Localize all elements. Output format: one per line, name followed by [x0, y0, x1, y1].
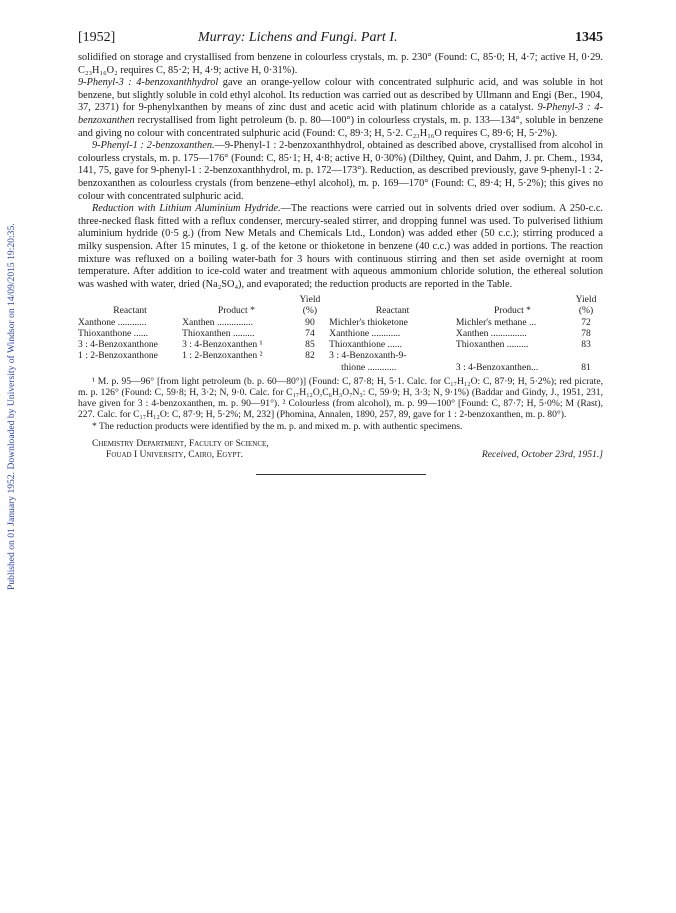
article-page	[78, 30, 603, 475]
table-header-row	[78, 294, 603, 305]
affiliation-line-2: Fouad I University, Cairo, Egypt.	[106, 448, 244, 460]
cell-reactant: Thioxanthione ......	[329, 339, 402, 351]
col-product: Product *	[493, 305, 531, 317]
col-yield-unit: (%)	[302, 305, 318, 317]
cell-yield: 78	[581, 327, 591, 339]
cell-yield: 72	[581, 316, 591, 328]
received-date: Received, October 23rd, 1951.]	[481, 448, 603, 460]
col-yield: Yield	[575, 294, 597, 306]
cell-yield	[291, 362, 329, 373]
table-row	[78, 317, 603, 328]
table-footnotes	[78, 376, 603, 432]
col-reactant: Reactant	[113, 305, 147, 317]
table-row	[78, 339, 603, 350]
col-yield-unit: (%)	[578, 305, 594, 317]
col-reactant: Reactant	[375, 305, 410, 317]
page-header	[78, 30, 603, 52]
cell-reactant: 3 : 4-Benzoxanthone	[78, 339, 158, 351]
page-number: 1345	[575, 30, 603, 45]
footnote-1: ¹ M. p. 95—96° [from light petroleum (b. p. 60—80°)] (Found: C, 87·8; H, 5·1. Calc. for C₁₇H₁₂O: C, 87·9; H, 5·2%); red picrate, m. p. 126° (Found: C, 59·8; H, 3·2; N, 9·0. Calc. for C₁₇H₁₂O,C₆H₃O₇N₃: C, 59·9; H, 3·3; N, 9·1%) (Baddar and Gindy, J., 1951, 231, have given for 3 : 4-benzoxanthen, m. p. 90—91°). ² Colourless (from alcohol), m. p. 99—100° [Found: C, 87·7; H, 5·0%; M (Rast), 227. Calc. for C₁₇H₁₂O: C, 87·9; H, 5·2%; M, 232] (Phomina, Annalen, 1890, 257, 89, gave for 1 : 2-benzoxanthen, m. p. 80°).	[78, 375, 603, 421]
cell-product: 1 : 2-Benzoxanthen ²	[182, 350, 263, 362]
results-table	[78, 294, 603, 372]
section-label: Reduction with Lithium Aluminium Hydride.	[92, 203, 281, 215]
publication-note: Published on 01 January 1952. Downloaded by University of Windsor on 14/09/2015 19:20:35.	[6, 223, 17, 590]
compound-label: 9-Phenyl-3 : 4-benzoxanthen	[78, 102, 603, 126]
cell-reactant: 3 : 4-Benzoxanth-9-	[329, 350, 407, 362]
compound-label: 9-Phenyl-3 : 4-benzoxanthhydrol	[78, 77, 219, 89]
cell-yield: 82	[305, 350, 315, 362]
cell-product: Xanthen ...............	[455, 327, 527, 339]
paragraph-text: —9-Phenyl-1 : 2-benzoxanthhydrol, obtained as described above, crystallised from alcohol in colourless crystals, m. p. 175—176° (Found: C, 85·1; H, 4·8; active H, 0·30%) (Dilthey, Quint, and Dahm, J. pr. Chem., 1934, 141, 75, gave for 9-phenyl-1 : 2-benzoxanthhydrol, m. p. 172—173°). Reduction, as described previously, gave 9-phenyl-1 : 2-benzoxanthen as colourless crystals (from benzene–ethyl alcohol), m. p. 169—170° (Found: C, 89·4; H, 5·2%); this gives no colour with concentrated sulphuric acid.	[78, 140, 604, 202]
cell-product: Michler's methane ...	[455, 316, 537, 328]
cell-reactant: Xanthone ............	[78, 316, 147, 328]
cell-yield: 81	[581, 361, 591, 373]
paragraph-1: solidified on storage and crystallised from benzene in colourless crystals, m. p. 230° (Found: C, 85·0; H, 4·7; active H, 0·29. C₂₃H₁₆O₂ requires C, 85·2; H, 4·9; active H, 0·31%).	[78, 52, 603, 76]
cell-product	[456, 350, 569, 361]
cell-reactant: Xanthione ............	[329, 327, 401, 339]
cell-yield: 85	[305, 339, 315, 351]
cell-yield: 90	[305, 316, 315, 328]
affiliation-block	[78, 438, 603, 462]
affiliation-line-1: Chemistry Department, Faculty of Science,	[92, 437, 269, 449]
paragraph-3	[78, 140, 603, 203]
cell-product: Thioxanthen .........	[455, 339, 529, 351]
running-title: Murray: Lichens and Fungi. Part I.	[198, 30, 398, 45]
cell-yield	[569, 350, 603, 361]
paragraph-2	[78, 77, 603, 140]
footnote-2: * The reduction products were identified by the m. p. and mixed m. p. with authentic specimens.	[92, 420, 463, 432]
cell-product: 3 : 4-Benzoxanthen...	[455, 361, 539, 373]
paragraph-4	[78, 203, 603, 291]
cell-reactant: thione ............	[341, 361, 397, 373]
cell-reactant: 1 : 2-Benzoxanthone	[78, 350, 158, 362]
paragraph-text: recrystallised from light petroleum (b. p. 80—100°) in colourless crystals, m. p. 133—134°, soluble in benzene and giving no colour with concentrated sulphuric acid (Found: C, 89·3; H, 5·2. C₂₃H₁₆O requires C, 89·6; H, 5·2%).	[78, 114, 603, 139]
col-yield: Yield	[299, 294, 321, 306]
col-product: Product *	[217, 305, 255, 317]
paragraph-text: —The reactions were carried out in solvents dried over sodium. A 250-c.c. three-necked flask fitted with a reflux condenser, mercury-sealed stirrer, and dropping funnel was used. To pulverised lithium aluminium hydride (0·5 g.) (from New Metals and Chemicals Ltd., London) was added ether (50 c.c.); stirring produced a milky suspension. After 15 minutes, 1 g. of the ketone or thioketone in benzene (40 c.c.) was added in portions. The reaction mixture was refluxed on a boiling water-bath for 3 hours with continuous stirring and then set aside overnight at room temperature. After addition to ice-cold water and treatment with aqueous ammonium chloride solution, the ethereal solution was washed with water, dried (Na₂SO₄), and evaporated; the reduction products are reported in the Table.	[78, 203, 603, 290]
cell-reactant: Michler's thioketone	[329, 316, 408, 328]
cell-reactant	[78, 362, 182, 373]
table-row	[78, 328, 603, 339]
cell-product: Thioxanthen .........	[182, 327, 255, 339]
cell-product	[182, 362, 291, 373]
cell-product: Xanthen ...............	[182, 316, 253, 328]
paragraph-text: gave an orange-yellow colour with concentrated sulphuric acid, and was soluble in hot benzene, but slightly soluble in cold ethyl alcohol. Its reduction was carried out as described by Ullmann and Engi (Ber., 1904, 37, 2371) for 9-phenylxanthen by means of zinc dust and acetic acid with platinum chloride as a catalyst.	[78, 77, 603, 114]
cell-product: 3 : 4-Benzoxanthen ¹	[182, 339, 263, 351]
cell-yield: 83	[581, 339, 591, 351]
cell-reactant: Thioxanthone ......	[78, 327, 149, 339]
cell-yield: 74	[305, 327, 315, 339]
header-year: [1952]	[78, 30, 116, 45]
end-rule	[256, 474, 426, 475]
table-row	[78, 350, 603, 361]
table-row	[78, 362, 603, 373]
compound-label: 9-Phenyl-1 : 2-benzoxanthen.	[92, 140, 215, 152]
article-body	[78, 52, 603, 291]
